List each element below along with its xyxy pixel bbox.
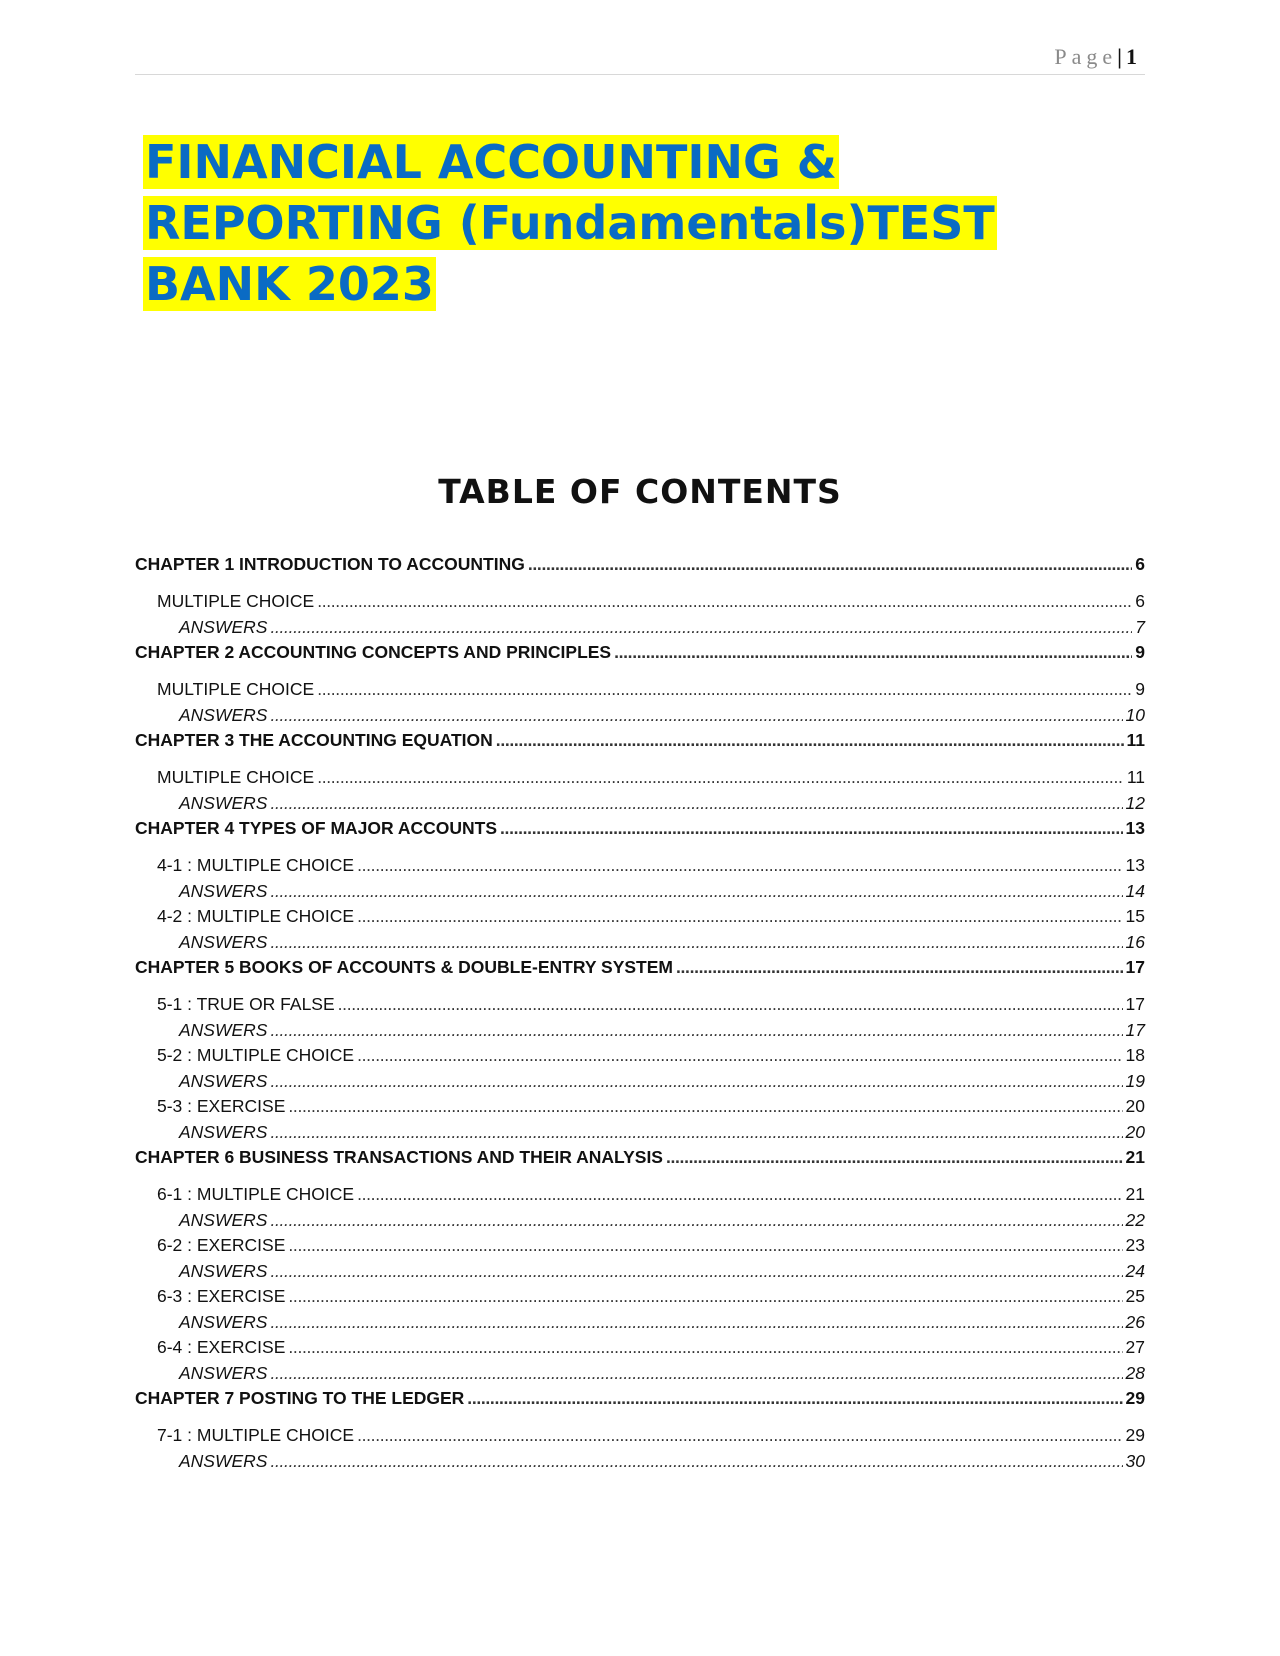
toc-dot-leader [270,1120,1122,1146]
toc-dot-leader [288,1284,1122,1310]
toc-entry-page: 27 [1125,1337,1145,1357]
toc-entry-page: 16 [1125,931,1145,952]
toc-entry-section[interactable] [135,1284,1145,1310]
toc-entry-label: 6-3 : EXERCISE [157,1286,286,1306]
toc-entry-label: CHAPTER 2 ACCOUNTING CONCEPTS AND PRINCIPLES [135,642,612,662]
page-number: 1 [1126,44,1137,69]
toc-entry-page: 24 [1125,1260,1145,1281]
toc-entry-answers[interactable] [135,879,1145,905]
toc-entry-page: 11 [1126,730,1145,750]
toc-entry-label: MULTIPLE CHOICE [157,767,315,787]
toc-dot-leader [357,1423,1122,1449]
toc-entry-page: 20 [1125,1096,1145,1116]
toc-dot-leader [357,853,1122,879]
toc-entry-label: CHAPTER 1 INTRODUCTION TO ACCOUNTING [135,554,525,574]
toc-entry-page: 19 [1125,1070,1145,1091]
toc-dot-leader [288,1233,1122,1259]
toc-dot-leader [357,904,1122,930]
toc-entry-label: CHAPTER 7 POSTING TO THE LEDGER [135,1388,465,1408]
toc-dot-leader [528,552,1132,577]
title-line-2: REPORTING (Fundamentals)TEST [145,196,995,250]
toc-entry-page: 9 [1135,679,1145,699]
toc-dot-leader [317,765,1124,791]
toc-entry-answers[interactable] [135,1259,1145,1285]
toc-entry-chapter[interactable] [135,552,1145,589]
toc-entry-answers[interactable] [135,1449,1145,1475]
toc-entry-label: ANSWERS [179,1362,268,1383]
toc-entry-section[interactable] [135,765,1145,791]
toc-entry-section[interactable] [135,904,1145,930]
toc-entry-page: 13 [1125,855,1145,875]
toc-entry-label: ANSWERS [179,616,268,637]
toc-entry-section[interactable] [135,677,1145,703]
toc-entry-page: 15 [1125,906,1145,926]
toc-entry-label: CHAPTER 3 THE ACCOUNTING EQUATION [135,730,493,750]
toc-entry-page: 23 [1125,1235,1145,1255]
toc-entry-label: 6-2 : EXERCISE [157,1235,286,1255]
toc-entry-page: 14 [1125,880,1145,901]
toc-dot-leader [270,791,1122,817]
document-title [143,132,1043,315]
toc-entry-chapter[interactable] [135,640,1145,677]
toc-entry-answers[interactable] [135,1361,1145,1387]
toc-dot-leader [270,930,1122,956]
toc-entry-chapter[interactable] [135,1386,1145,1423]
toc-entry-page: 7 [1135,616,1145,637]
toc-entry-label: ANSWERS [179,931,268,952]
toc-entry-section[interactable] [135,1335,1145,1361]
toc-entry-page: 30 [1125,1450,1145,1471]
toc-entry-page: 18 [1125,1045,1145,1065]
toc-entry-page: 28 [1125,1362,1145,1383]
toc-entry-page: 11 [1126,767,1145,787]
toc-entry-section[interactable] [135,992,1145,1018]
toc-dot-leader [270,1259,1122,1285]
toc-entry-page: 6 [1135,554,1145,574]
toc-entry-section[interactable] [135,1233,1145,1259]
toc-entry-page: 22 [1125,1209,1145,1230]
toc-dot-leader [270,1449,1122,1475]
table-of-contents [135,552,1145,1474]
toc-entry-page: 9 [1135,642,1145,662]
page-label: Page [1054,44,1118,69]
toc-entry-page: 21 [1125,1184,1145,1204]
page-number-label [1054,44,1137,70]
toc-entry-answers[interactable] [135,1208,1145,1234]
toc-entry-page: 17 [1125,957,1145,977]
toc-entry-answers[interactable] [135,615,1145,641]
toc-dot-leader [357,1043,1122,1069]
toc-entry-answers[interactable] [135,1018,1145,1044]
toc-entry-page: 12 [1125,792,1145,813]
page-header [135,44,1145,75]
toc-entry-page: 13 [1125,818,1145,838]
toc-dot-leader [500,816,1123,841]
toc-entry-page: 17 [1125,1019,1145,1040]
toc-entry-label: ANSWERS [179,1450,268,1471]
toc-entry-label: 5-1 : TRUE OR FALSE [157,994,335,1014]
toc-entry-label: ANSWERS [179,880,268,901]
toc-entry-page: 29 [1125,1388,1145,1408]
toc-entry-label: ANSWERS [179,1311,268,1332]
toc-dot-leader [357,1182,1122,1208]
toc-entry-page: 17 [1125,994,1145,1014]
toc-entry-label: 5-3 : EXERCISE [157,1096,286,1116]
toc-dot-leader [467,1386,1122,1411]
toc-entry-label: 6-4 : EXERCISE [157,1337,286,1357]
toc-entry-answers[interactable] [135,703,1145,729]
toc-entry-page: 26 [1125,1311,1145,1332]
toc-entry-answers[interactable] [135,791,1145,817]
toc-dot-leader [270,1208,1122,1234]
toc-dot-leader [288,1335,1122,1361]
toc-entry-label: ANSWERS [179,1019,268,1040]
toc-entry-label: ANSWERS [179,1121,268,1142]
toc-entry-chapter[interactable] [135,728,1145,765]
toc-dot-leader [676,955,1123,980]
toc-dot-leader [270,1018,1122,1044]
toc-dot-leader [317,589,1132,615]
toc-entry-page: 10 [1125,704,1145,725]
toc-entry-section[interactable] [135,853,1145,879]
toc-entry-label: CHAPTER 5 BOOKS OF ACCOUNTS & DOUBLE-ENTRY SYSTEM [135,957,673,977]
toc-entry-section[interactable] [135,1182,1145,1208]
toc-entry-label: ANSWERS [179,792,268,813]
toc-entry-section[interactable] [135,589,1145,615]
toc-entry-answers[interactable] [135,1310,1145,1336]
toc-entry-answers[interactable] [135,1069,1145,1095]
toc-dot-leader [288,1094,1122,1120]
toc-entry-label: ANSWERS [179,1209,268,1230]
title-line-1: FINANCIAL ACCOUNTING & [145,135,837,189]
toc-entry-page: 21 [1125,1147,1145,1167]
toc-entry-answers[interactable] [135,1120,1145,1146]
toc-entry-section[interactable] [135,1423,1145,1449]
toc-dot-leader [666,1145,1123,1170]
toc-entry-label: ANSWERS [179,704,268,725]
toc-entry-page: 25 [1125,1286,1145,1306]
toc-dot-leader [270,1310,1122,1336]
toc-entry-answers[interactable] [135,930,1145,956]
toc-dot-leader [338,992,1123,1018]
toc-entry-page: 29 [1125,1425,1145,1445]
toc-entry-chapter[interactable] [135,816,1145,853]
title-line-3: BANK 2023 [145,257,434,311]
toc-entry-chapter[interactable] [135,955,1145,992]
toc-entry-label: 7-1 : MULTIPLE CHOICE [157,1425,355,1445]
toc-dot-leader [614,640,1132,665]
page-separator: | [1117,44,1122,69]
toc-entry-label: 4-2 : MULTIPLE CHOICE [157,906,355,926]
toc-dot-leader [496,728,1124,753]
toc-entry-page: 20 [1125,1121,1145,1142]
toc-entry-label: CHAPTER 6 BUSINESS TRANSACTIONS AND THEIR ANALYSIS [135,1147,663,1167]
toc-entry-label: ANSWERS [179,1260,268,1281]
toc-entry-page: 6 [1135,591,1145,611]
toc-entry-label: MULTIPLE CHOICE [157,591,315,611]
toc-entry-label: ANSWERS [179,1070,268,1091]
toc-entry-chapter[interactable] [135,1145,1145,1182]
toc-dot-leader [270,703,1122,729]
toc-dot-leader [270,879,1122,905]
toc-dot-leader [317,677,1132,703]
toc-entry-label: MULTIPLE CHOICE [157,679,315,699]
toc-dot-leader [270,1361,1122,1387]
toc-entry-label: 5-2 : MULTIPLE CHOICE [157,1045,355,1065]
toc-entry-section[interactable] [135,1043,1145,1069]
toc-entry-label: 4-1 : MULTIPLE CHOICE [157,855,355,875]
toc-heading: TABLE OF CONTENTS [438,472,842,511]
toc-entry-section[interactable] [135,1094,1145,1120]
toc-entry-label: 6-1 : MULTIPLE CHOICE [157,1184,355,1204]
toc-entry-label: CHAPTER 4 TYPES OF MAJOR ACCOUNTS [135,818,498,838]
toc-dot-leader [270,1069,1122,1095]
toc-dot-leader [270,615,1132,641]
